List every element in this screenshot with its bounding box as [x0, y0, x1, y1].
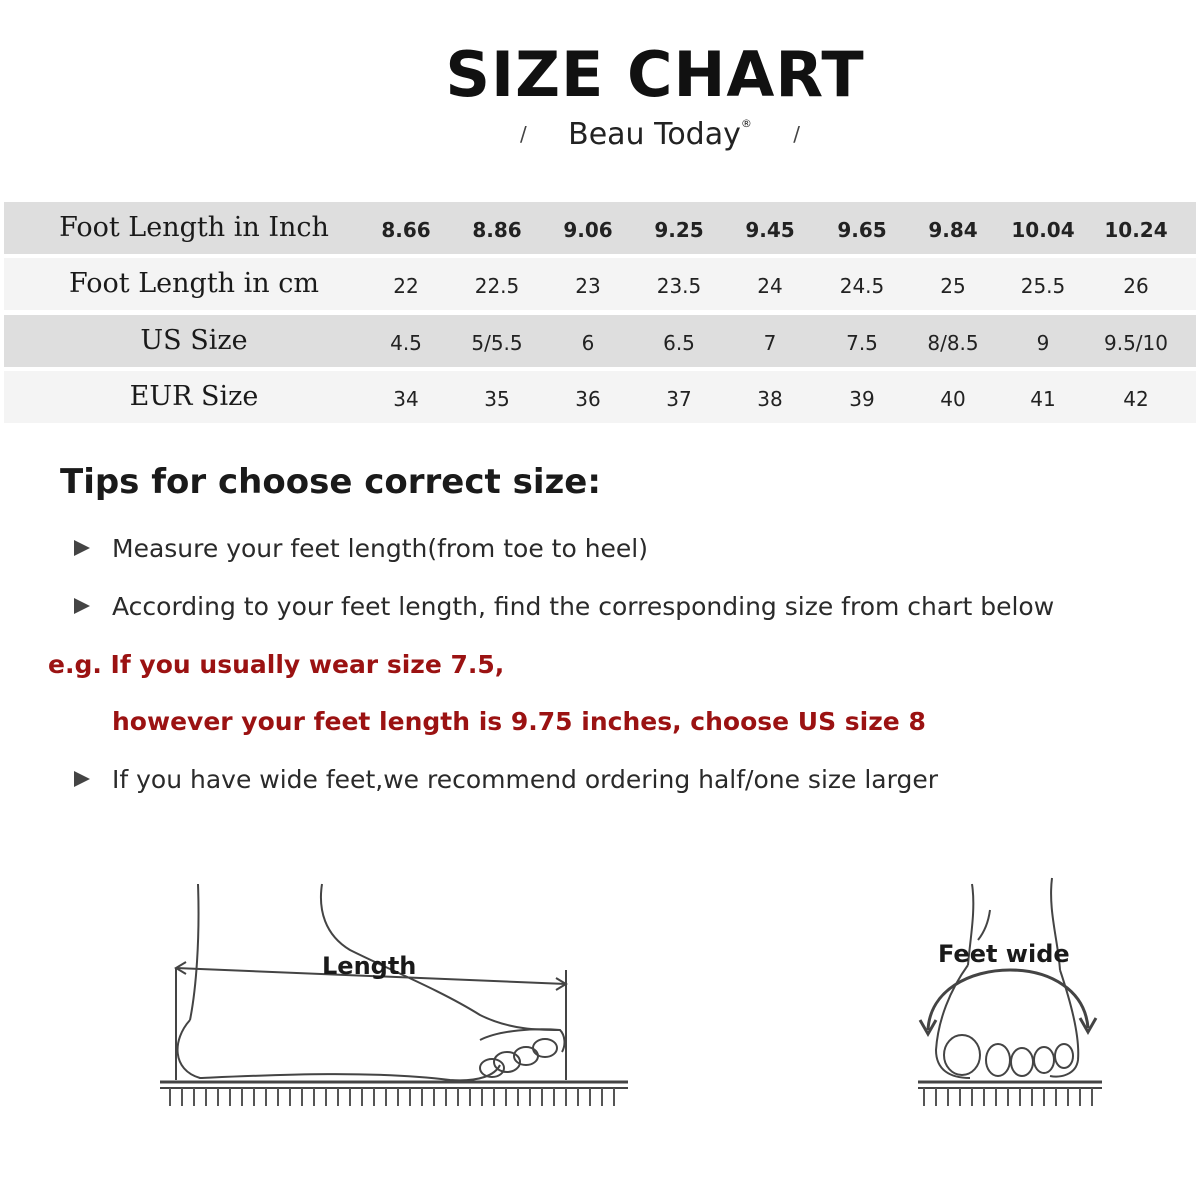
arrow-icon — [74, 598, 90, 614]
brand-line — [520, 112, 800, 156]
brand-name — [568, 117, 752, 152]
row-label: US Size — [140, 325, 248, 356]
table-cell: 9.84 — [928, 218, 978, 242]
tip-text: If you have wide feet,we recommend ordering half/one size larger — [112, 765, 938, 794]
page-title: SIZE CHART — [445, 38, 865, 111]
row-label: Foot Length in cm — [69, 268, 319, 299]
table-cell: 22.5 — [474, 274, 520, 298]
table-cell: 42 — [1123, 387, 1149, 411]
foot-side-illustration — [150, 870, 640, 1120]
tip-text: Measure your feet length(from toe to heel) — [112, 534, 649, 563]
table-cell: 9.5/10 — [1104, 331, 1168, 355]
table-cell: 25.5 — [1020, 274, 1066, 298]
table-cell: 25 — [940, 274, 966, 298]
table-cell: 26 — [1123, 274, 1149, 298]
table-cell: 9.65 — [837, 218, 887, 242]
brand-slash-left: / — [520, 122, 527, 146]
brand-slash-right: / — [793, 122, 800, 146]
foot-front-illustration — [910, 870, 1110, 1120]
arrow-icon — [74, 771, 90, 787]
table-row-cm — [4, 258, 1196, 310]
row-label: EUR Size — [129, 381, 259, 412]
arrow-icon — [74, 540, 90, 556]
table-cell: 9.25 — [654, 218, 704, 242]
table-cell: 6.5 — [663, 331, 695, 355]
table-cell: 36 — [575, 387, 601, 411]
table-cell: 6 — [581, 331, 595, 355]
registered-mark: ® — [740, 116, 752, 130]
table-cell: 4.5 — [390, 331, 422, 355]
table-cell: 40 — [940, 387, 966, 411]
tip-text: According to your feet length, find the corresponding size from chart below — [112, 592, 1055, 621]
tips-title: Tips for choose correct size: — [60, 462, 601, 502]
table-cell: 10.24 — [1104, 218, 1168, 242]
tip-item — [74, 765, 938, 794]
table-row-inch — [4, 202, 1196, 254]
table-row-eur — [4, 371, 1196, 423]
table-row-us — [4, 315, 1196, 367]
table-cell: 23 — [575, 274, 601, 298]
table-cell: 23.5 — [656, 274, 702, 298]
table-cell: 8.66 — [381, 218, 431, 242]
tip-item — [74, 534, 648, 563]
table-cell: 10.04 — [1011, 218, 1075, 242]
table-cell: 39 — [849, 387, 875, 411]
table-cell: 24 — [757, 274, 783, 298]
table-cell: 34 — [393, 387, 419, 411]
table-cell: 7.5 — [846, 331, 878, 355]
table-cell: 41 — [1030, 387, 1056, 411]
tip-item — [74, 592, 1054, 621]
feet-wide-label: Feet wide — [938, 940, 1070, 968]
table-cell: 9.45 — [745, 218, 795, 242]
brand-text: Beau Today — [568, 116, 741, 152]
table-cell: 38 — [757, 387, 783, 411]
table-cell: 8/8.5 — [927, 331, 979, 355]
table-cell: 9 — [1036, 331, 1050, 355]
table-cell: 8.86 — [472, 218, 522, 242]
table-cell: 22 — [393, 274, 419, 298]
example-line-1: e.g. If you usually wear size 7.5, — [48, 650, 505, 679]
length-label: Length — [322, 952, 417, 980]
table-cell: 35 — [484, 387, 510, 411]
example-line-2: however your feet length is 9.75 inches, choose US size 8 — [112, 707, 926, 736]
table-cell: 24.5 — [839, 274, 885, 298]
table-cell: 7 — [763, 331, 777, 355]
table-cell: 9.06 — [563, 218, 613, 242]
row-label: Foot Length in Inch — [59, 212, 329, 243]
table-cell: 5/5.5 — [471, 331, 523, 355]
table-cell: 37 — [666, 387, 692, 411]
